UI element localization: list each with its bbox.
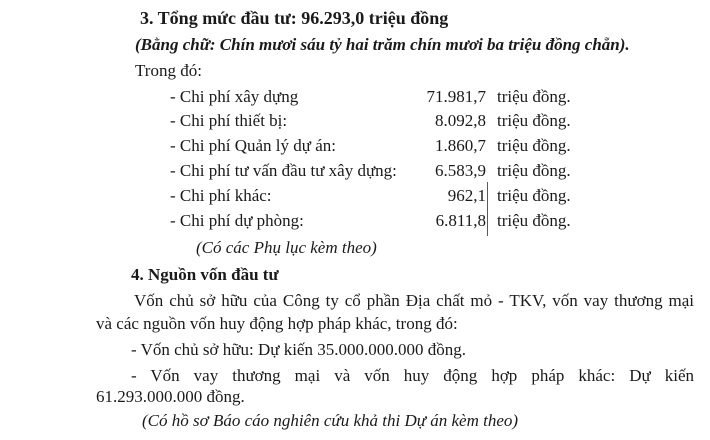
cost-item-label: - Chi phí dự phòng: bbox=[170, 211, 304, 230]
cost-item-unit: triệu đồng. bbox=[497, 211, 571, 230]
cost-item-unit: triệu đồng. bbox=[497, 111, 571, 130]
cost-item-value: 71.981,7 bbox=[426, 87, 486, 106]
cost-item-unit: triệu đồng. bbox=[497, 161, 571, 180]
cost-item-label: - Chi phí thiết bị: bbox=[170, 111, 288, 130]
cost-item-value: 8.092,8 bbox=[435, 111, 486, 130]
feasibility-report-note: (Có hồ sơ Báo cáo nghiên cứu khả thi Dự án kèm theo) bbox=[142, 411, 519, 430]
cost-item bbox=[0, 109, 710, 133]
section-3-heading: 3. Tổng mức đầu tư: 96.293,0 triệu đồng bbox=[140, 8, 449, 28]
equity-capital: - Vốn chủ sở hữu: Dự kiến 35.000.000.000 đồng. bbox=[131, 340, 466, 359]
cost-item-unit: triệu đồng. bbox=[497, 136, 571, 155]
cost-item bbox=[0, 134, 710, 158]
cost-item-label: - Chi phí tư vấn đầu tư xây dựng: bbox=[170, 161, 397, 180]
funding-paragraph-line-1: Vốn chủ sở hữu của Công ty cổ phần Địa chất mỏ - TKV, vốn vay thương mại bbox=[134, 291, 694, 310]
cost-item bbox=[0, 209, 710, 233]
appendix-note: (Có các Phụ lục kèm theo) bbox=[196, 238, 377, 257]
cost-item-value: 6.811,8 bbox=[435, 211, 486, 230]
cost-item-value: 6.583,9 bbox=[435, 161, 486, 180]
cost-item-value: 962,1 bbox=[447, 186, 486, 205]
breakdown-intro: Trong đó: bbox=[135, 61, 202, 80]
cost-item-label: - Chi phí xây dựng bbox=[170, 87, 299, 106]
section-4-heading: 4. Nguồn vốn đầu tư bbox=[131, 265, 279, 284]
loan-capital-line-1: - Vốn vay thương mại và vốn huy động hợp pháp khác: Dự kiến bbox=[131, 366, 694, 385]
cost-item-unit: triệu đồng. bbox=[497, 186, 571, 205]
cost-item bbox=[0, 184, 710, 208]
amount-in-words: (Bằng chữ: Chín mươi sáu tỷ hai trăm chín mươi ba triệu đồng chẵn). bbox=[135, 35, 630, 54]
cost-item-label: - Chi phí Quản lý dự án: bbox=[170, 136, 336, 155]
cost-item-unit: triệu đồng. bbox=[497, 87, 571, 106]
cost-item-label: - Chi phí khác: bbox=[170, 186, 272, 205]
funding-paragraph-line-2: và các nguồn vốn huy động hợp pháp khác, trong đó: bbox=[96, 314, 458, 333]
cost-item bbox=[0, 85, 710, 109]
cost-item-value: 1.860,7 bbox=[435, 136, 486, 155]
loan-capital-line-2: 61.293.000.000 đồng. bbox=[96, 387, 245, 406]
cost-item bbox=[0, 159, 710, 183]
